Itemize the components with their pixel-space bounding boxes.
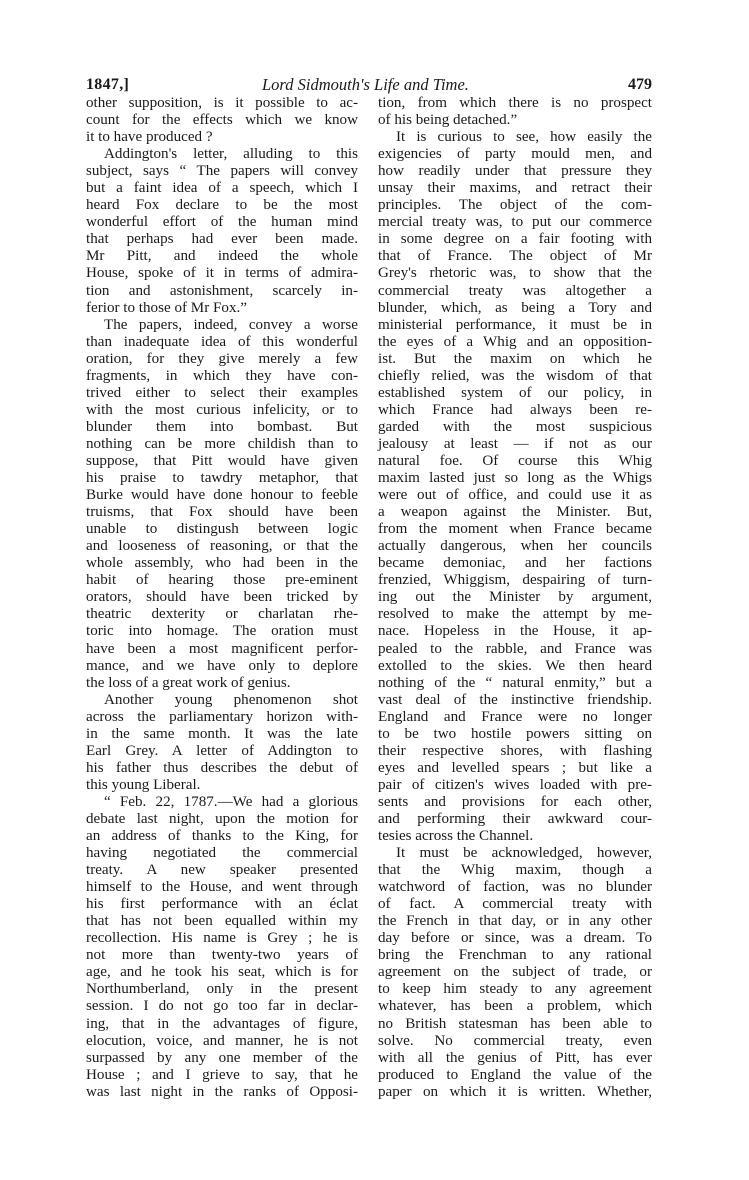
text-line: age, and he took his seat, which is for xyxy=(86,964,358,981)
text-line: sents and provisions for each other, xyxy=(378,793,652,810)
text-line: from the moment when France became xyxy=(378,521,652,538)
text-line: day before or since, was a dream. To xyxy=(378,930,652,947)
text-line: having negotiated the commercial xyxy=(86,845,358,862)
text-line: his praise to tawdry metaphor, that xyxy=(86,470,358,487)
text-line: of fact. A commercial treaty with xyxy=(378,896,652,913)
text-line: his father thus describes the debut of xyxy=(86,759,358,776)
text-line: habit of hearing those pre-eminent xyxy=(86,572,358,589)
text-line: surpassed by any one member of the xyxy=(86,1049,358,1066)
text-line: orators, should have been tricked by xyxy=(86,589,358,606)
text-line: his first performance with an éclat xyxy=(86,896,358,913)
text-line: count for the effects which we know xyxy=(86,112,358,129)
text-line: himself to the House, and went through xyxy=(86,879,358,896)
text-line: nothing of the “ natural enmity,” but a xyxy=(378,674,652,691)
text-line: session. I do not go too far in declar- xyxy=(86,998,358,1015)
text-line: suppose, that Pitt would have given xyxy=(86,452,358,469)
text-line: House, spoke of it in terms of admira- xyxy=(86,265,358,282)
text-line: agreement on the subject of trade, or xyxy=(378,964,652,981)
text-line: frenzied, Whiggism, despairing of turn- xyxy=(378,572,652,589)
text-line: garded with the most suspicious xyxy=(378,418,652,435)
text-line: natural foe. Of course this Whig xyxy=(378,452,652,469)
text-line: mance, and we have only to deplore xyxy=(86,657,358,674)
text-line: ferior to those of Mr Fox.” xyxy=(86,299,247,316)
text-line: than inadequate idea of this wonderful xyxy=(86,333,358,350)
text-line: in the same month. It was the late xyxy=(86,725,358,742)
text-line: whatever, has been a problem, which xyxy=(378,998,652,1015)
text-line: “ Feb. 22, 1787.—We had a glorious xyxy=(104,793,358,810)
text-line: treaty. A new speaker presented xyxy=(86,862,358,879)
text-line: recollection. His name is Grey ; he is xyxy=(86,930,358,947)
text-line: how readily under that pressure they xyxy=(378,163,652,180)
text-line: which France had always been re- xyxy=(378,401,652,418)
text-line: ing, that in the advantages of figure, xyxy=(86,1015,358,1032)
running-title: Lord Sidmouth's Life and Time. xyxy=(262,75,469,94)
text-line: established system of our policy, in xyxy=(378,384,652,401)
page-number: 479 xyxy=(628,76,652,93)
left-text-column xyxy=(86,95,358,1101)
text-line: heard Fox declare to be the most xyxy=(86,197,358,214)
text-line: House ; and I grieve to say, that he xyxy=(86,1066,358,1083)
text-line: blunder them into bombast. But xyxy=(86,418,358,435)
text-line: The papers, indeed, convey a worse xyxy=(104,316,358,333)
text-line: to be two hostile powers sitting on xyxy=(378,725,652,742)
text-line: but a faint idea of a speech, which I xyxy=(86,180,358,197)
text-line: became demoniac, and her factions xyxy=(378,555,652,572)
text-line: unsay their maxims, and retract their xyxy=(378,180,652,197)
text-line: pealed to the rabble, and France was xyxy=(378,640,652,657)
text-line: that has not been equalled within my xyxy=(86,913,358,930)
text-line: tion, from which there is no prospect xyxy=(378,95,652,111)
text-line: whole assembly, who had been in the xyxy=(86,555,358,572)
text-line: that the Whig maxim, though a xyxy=(378,862,652,879)
text-line: an address of thanks to the King, for xyxy=(86,828,358,845)
text-line: a weapon against the Minister. But, xyxy=(378,504,652,521)
text-line: toric into homage. The oration must xyxy=(86,623,358,640)
text-line: It must be acknowledged, however, xyxy=(396,845,652,862)
text-line: Burke would have done honour to feeble xyxy=(86,487,358,504)
text-line: that of France. The object of Mr xyxy=(378,248,652,265)
text-line: not more than twenty-two years of xyxy=(86,947,358,964)
text-line: actually dangerous, when her councils xyxy=(378,538,652,555)
text-line: their respective shores, with flashing xyxy=(378,742,652,759)
text-line: nace. Hopeless in the House, it ap- xyxy=(378,623,652,640)
text-line: nothing can be more childish than to xyxy=(86,435,358,452)
text-line: Earl Grey. A letter of Addington to xyxy=(86,742,358,759)
text-line: the eyes of a Whig and an opposition- xyxy=(378,333,652,350)
right-text-column xyxy=(378,95,652,1101)
text-line: with the most curious infelicity, or to xyxy=(86,401,358,418)
text-line: wonderful effort of the human mind xyxy=(86,214,358,231)
text-line: with all the genius of Pitt, has ever xyxy=(378,1049,652,1066)
text-line: resolved to make the attempt by me- xyxy=(378,606,652,623)
text-line: exigencies of party mould men, and xyxy=(378,146,652,163)
text-line: bring the Frenchman to any rational xyxy=(378,947,652,964)
text-line: the loss of a great work of genius. xyxy=(86,674,291,691)
text-line: unable to distingush between logic xyxy=(86,521,358,538)
text-line: It is curious to see, how easily the xyxy=(396,129,652,146)
text-line: principles. The object of the com- xyxy=(378,197,652,214)
text-line: ing out the Minister by argument, xyxy=(378,589,652,606)
text-line: tion and astonishment, scarcely in- xyxy=(86,282,358,299)
text-line: blunder, which, as being a Tory and xyxy=(378,299,652,316)
text-line: debate last night, upon the motion for xyxy=(86,810,358,827)
text-line: eyes and levelled spears ; but like a xyxy=(378,759,652,776)
text-line: that perhaps had ever been made. xyxy=(86,231,358,248)
text-line: ist. But the maxim on which he xyxy=(378,350,652,367)
text-line: ministerial performance, it must be in xyxy=(378,316,652,333)
text-line: was last night in the ranks of Opposi- xyxy=(86,1083,358,1100)
text-line: were out of office, and could use it as xyxy=(378,487,652,504)
text-line: in some degree on a fair footing with xyxy=(378,231,652,248)
text-line: Grey's rhetoric was, to show that the xyxy=(378,265,652,282)
text-line: tesies across the Channel. xyxy=(378,828,534,845)
text-line: of his being detached.” xyxy=(378,112,518,129)
text-line: jealousy at least — if not as our xyxy=(378,435,652,452)
text-line: and looseness of reasoning, or that the xyxy=(86,538,358,555)
text-line: commercial treaty was altogether a xyxy=(378,282,652,299)
text-line: other supposition, is it possible to ac- xyxy=(86,95,358,111)
text-line: Addington's letter, alluding to this xyxy=(104,146,358,163)
text-line: elocution, voice, and manner, he is not xyxy=(86,1032,358,1049)
text-line: mercial treaty was, to put our commerce xyxy=(378,214,652,231)
text-line: produced to England the value of the xyxy=(378,1066,652,1083)
text-line: trived either to select their examples xyxy=(86,384,358,401)
text-line: it to have produced ? xyxy=(86,129,213,146)
text-line: paper on which it is written. Whether, xyxy=(378,1083,652,1100)
text-line: across the parliamentary horizon with- xyxy=(86,708,358,725)
text-line: maxim lasted just so long as the Whigs xyxy=(378,470,652,487)
text-line: extolled to the skies. We then heard xyxy=(378,657,652,674)
text-line: truisms, that Fox should have been xyxy=(86,504,358,521)
text-line: chiefly relied, was the wisdom of that xyxy=(378,367,652,384)
text-line: have been a most magnificent perfor- xyxy=(86,640,358,657)
text-line: vast deal of the instinctive friendship. xyxy=(378,691,652,708)
text-line: to keep him steady to any agreement xyxy=(378,981,652,998)
text-line: fragments, in which they have con- xyxy=(86,367,358,384)
text-line: Another young phenomenon shot xyxy=(104,691,358,708)
text-line: oration, for they give merely a few xyxy=(86,350,358,367)
text-line: this young Liberal. xyxy=(86,776,201,793)
text-line: Northumberland, only in the present xyxy=(86,981,358,998)
text-line: pair of citizen's wives loaded with pre- xyxy=(378,776,652,793)
text-line: solve. No commercial treaty, even xyxy=(378,1032,652,1049)
text-line: no British statesman has been able to xyxy=(378,1015,652,1032)
text-line: Mr Pitt, and indeed the whole xyxy=(86,248,358,265)
running-header xyxy=(86,74,652,96)
text-line: watchword of faction, was no blunder xyxy=(378,879,652,896)
text-line: the French in that day, or in any other xyxy=(378,913,652,930)
text-line: England and France were no longer xyxy=(378,708,652,725)
text-line: and performing their awkward cour- xyxy=(378,810,652,827)
header-year: 1847,] xyxy=(86,76,130,93)
text-line: subject, says “ The papers will convey xyxy=(86,163,358,180)
text-line: theatric dexterity or charlatan rhe- xyxy=(86,606,358,623)
